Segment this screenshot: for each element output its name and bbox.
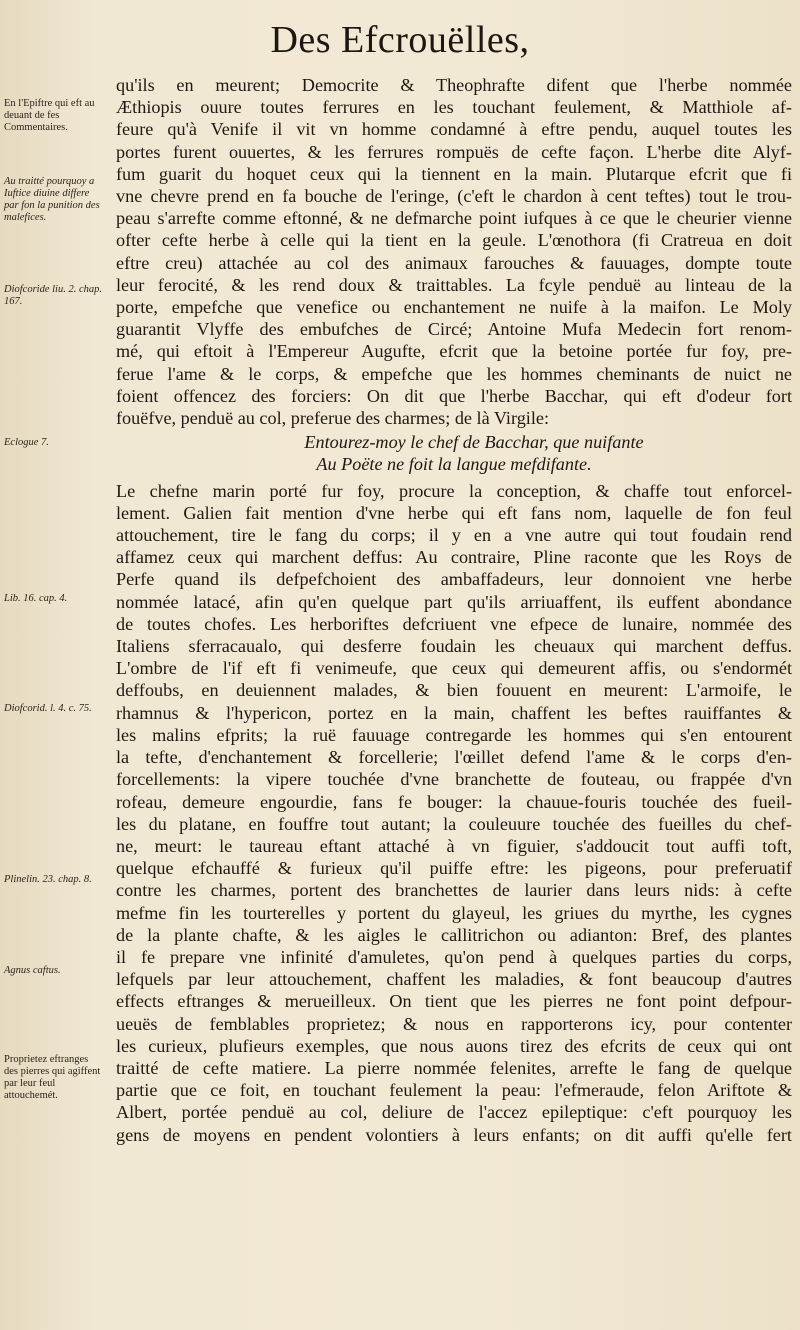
text-line: mé, qui eftoit à l'Empereur Augufte, efcrit que la betoine portée fur foy, pre- <box>116 341 792 362</box>
text-line: deffoubs, en deuiennent malades, & bien fouuent en meurent: L'armoife, le <box>116 680 792 701</box>
text-line: Perfe quand ils defpefchoient des ambaffadeurs, leur donnoient vne herbe <box>116 569 792 590</box>
text-line: gens de moyens en pendent volontiers à leurs enfants; on dit auffi qu'elle fert <box>116 1124 792 1145</box>
verse-line: Au Poëte ne foit la langue mefdifante. <box>316 454 592 475</box>
text-line: ueuës de femblables proprietez; & nous en rapporterons icy, pour contenter <box>116 1013 792 1034</box>
page-header <box>0 18 800 62</box>
text-line: foient offencez des forciers: On dit que l'herbe Bacchar, qui eft d'odeur fort <box>116 385 792 406</box>
text-line: partie que ce foit, en touchant feulement la peau: l'efmeraude, felon Ariftote & <box>116 1080 792 1101</box>
text-line: lement. Galien fait mention d'vne herbe qui eft fans nom, laquelle de fon feul <box>116 502 792 523</box>
text-line: les du platane, en fouffre tout autant; la couleuure touchée des fueilles du chef- <box>116 813 792 834</box>
main-text <box>116 74 792 1146</box>
running-title: Des Efcrouëlles, <box>270 19 530 61</box>
margin-note: Diofcorid. l. 4. c. 75. <box>4 703 92 714</box>
text-line: mefme fin les tourterelles y portent du glayeul, les griues du myrthe, les cygnes <box>116 902 792 923</box>
text-line: quelque efchauffé & furieux qu'il puiffe eftre: les pigeons, pour preferuatif <box>116 858 792 879</box>
text-line: lefquels par leur attouchement, chaffent les maladies, & font beaucoup d'autres <box>116 969 792 990</box>
margin-note: Agnus caftus. <box>4 965 61 976</box>
text-line: peau s'arrefte comme eftonné, & ne defmarche point iufques à ce que le cheurier vienne <box>116 208 792 229</box>
margin-note: En l'Epiftre qui eft au deuant de fes Commentaires. <box>4 98 95 133</box>
text-line: ferue l'ame & le corps, & empefche que les hommes cheminants de nuict ne <box>116 363 792 384</box>
text-line: ofter cefte herbe à celle qui la tient en la geule. L'œnothora (fi Cratreua en doit <box>116 230 792 251</box>
margin-note: Diofcoride liu. 2. chap. 167. <box>4 284 102 307</box>
text-line: il fe prepare vne infinité d'amuletes, qu'on pend à quelques parties du corps, <box>116 946 792 967</box>
text-line: Albert, portée penduë au col, deliure de l'accez epileptique: c'eft pourquoy les <box>116 1102 792 1123</box>
text-line: ne, meurt: le taureau eftant attaché à vn figuier, s'addoucit tout auffi toft, <box>116 835 792 856</box>
text-line: L'ombre de l'if eft fi venimeufe, que ceux qui demeurent affis, ou s'endormét <box>116 658 792 679</box>
text-line: fouëfve, penduë au col, preferue des charmes; de là Virgile: <box>116 408 550 429</box>
margin-note: Eclogue 7. <box>4 437 49 448</box>
paragraph-1 <box>116 74 792 429</box>
margin-note: Lib. 16. cap. 4. <box>4 593 68 604</box>
paragraph-2 <box>116 480 792 1146</box>
text-line: Italiens sferracaualo, qui desferre foudain les cheuaux qui marchent deffus. <box>116 636 792 657</box>
margin-note: Proprietez eftranges des pierres qui agiffent par leur feul attouchemét. <box>4 1054 101 1101</box>
text-line: portes furent ouuertes, & les ferrures rompuës de cefte façon. L'herbe dite Alyf- <box>116 141 792 162</box>
text-line: nommée latacé, afin qu'en quelque part qu'ils arriuaffent, ils euffent abondance <box>116 591 792 612</box>
text-line: porte, empefche que venefice ou enchantement ne nuife à la maifon. Le Moly <box>116 297 792 318</box>
text-line: forcellements: la vipere touchée d'vne branchette de fouteau, ou frappée d'vn <box>116 769 792 790</box>
text-line: traitté de cefte matiere. La pierre nommée felenites, arrefte le fang de quelque <box>116 1057 792 1078</box>
text-line: leur ferocité, & les rend doux & traittables. La fcyle penduë au linteau de la <box>116 274 792 295</box>
margin-note: Au traitté pourquoy a Iuftice diuine differe par fon la punition des malefices. <box>4 176 100 223</box>
text-line: effects eftranges & merueilleux. On tient que les pierres ne font point defpour- <box>116 991 792 1012</box>
text-line: de la plante chafte, & les aigles le callitrichon ou adianton: Bref, des plantes <box>116 924 792 945</box>
text-line: feure qu'à Venife il vit vn homme condamné à eftre pendu, auquel toutes les <box>116 119 792 140</box>
text-line: guarantit Vlyffe des embufches de Circé; Antoine Mufa Medecin fort renom- <box>116 319 792 340</box>
text-line: les curieux, plufieurs exemples, que nous auons tirez des efcrits de ceux qui ont <box>116 1035 792 1056</box>
text-line: affamez ceux qui marchent deffus: Au contraire, Pline raconte que les Roys de <box>116 547 792 568</box>
verse-quotation <box>116 431 792 475</box>
text-line: contre les charmes, portent des branchettes de laurier dans leurs nids: à cefte <box>116 880 792 901</box>
text-line: qu'ils en meurent; Democrite & Theophrafte difent que l'herbe nommée <box>116 75 792 95</box>
text-line: Le chefne marin porté fur foy, procure la conception, & chaffe tout enforcel- <box>116 480 792 501</box>
text-line: les malins efprits; la ruë fauuage contregarde les hommes qui s'en entourent <box>116 724 792 745</box>
text-line: attouchement, tire le fang du corps; il y en a vne autre qui tout foudain rend <box>116 525 792 546</box>
margin-note: Plinelin. 23. chap. 8. <box>4 874 92 885</box>
text-line: fum guarit du hoquet ceux qui la tiennent en la main. Plutarque efcrit que fi <box>116 163 792 184</box>
text-line: la tefte, d'enchantement & forcellerie; l'œillet defend l'ame & le corps d'en- <box>116 747 792 768</box>
text-line: Æthiopis ouure toutes ferrures en les touchant feulement, & Matthiole af- <box>116 97 792 118</box>
text-line: vne chevre prend en fa bouche de l'eringe, (c'eft le chardon à cent teftes) tout le trou- <box>116 186 792 207</box>
text-line: de toutes chofes. Les herboriftes defcriuent vne efpece de lunaire, nommée des <box>116 613 792 634</box>
text-line: eftre creu) attachée au col des animaux farouches & fauuages, dompte toute <box>116 252 792 273</box>
text-line: rofeau, demeure engourdie, fans fe bouger: la chauue-fouris touchée des fueil- <box>116 791 792 812</box>
verse-line: Entourez-moy le chef de Bacchar, que nuifante <box>304 432 644 453</box>
text-line: rhamnus & l'hypericon, portez en la main, chaffent les beftes rauiffantes & <box>116 702 792 723</box>
